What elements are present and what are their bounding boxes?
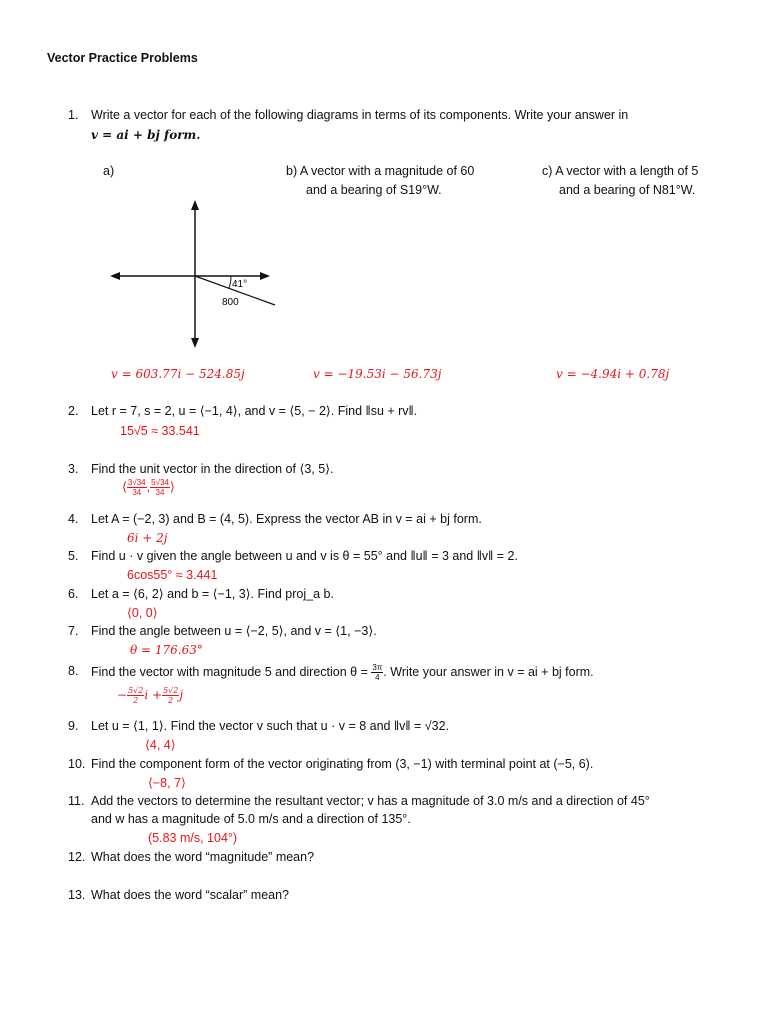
q10-text: Find the component form of the vector originating from (3, −1) with terminal point at (−5, 6). [91,757,594,771]
q3-text: Find the unit vector in the direction of ⟨3, 5⟩. [91,462,334,476]
q1b-line2: and a bearing of S19°W. [306,183,442,197]
q13-text: What does the word “scalar” mean? [91,888,290,902]
q1c-line2: and a bearing of N81°W. [559,183,696,197]
q3-answer: ⟨ $\frac{3√34}{34}$ , $\frac{5√34}{34}$ ⟩ [122,478,175,497]
q5-answer: 6cos55° ≈ 3.441 [127,568,218,582]
q12-text: What does the word “magnitude” mean? [91,850,315,864]
q1c-line1: c) A vector with a length of 5 [542,164,699,178]
q12-number: 12. [68,850,86,864]
angle-arc [229,276,231,288]
q9-text: Let u = ⟨1, 1⟩. Find the vector v such that u · v = 8 and ‖v‖ = √32. [91,719,450,733]
q2-answer: 15√5 ≈ 33.541 [120,424,200,438]
diagram-angle-label: 41° [232,279,248,290]
q9-number: 9. [68,719,79,733]
q11-answer: (5.83 m/s, 104°) [148,831,238,845]
q10-answer: ⟨−8, 7⟩ [148,776,186,790]
q7-text: Find the angle between u = ⟨−2, 5⟩, and v = ⟨1, −3⟩. [91,624,377,638]
q8-answer: − $\frac{5√2}{2}$ i + $\frac{5√2}{2}$ j [117,686,184,705]
y-axis-arrow-up [191,200,199,210]
q4-answer: 6i + 2j [127,531,168,545]
q7-answer: θ = 176.63° [130,643,203,657]
q1-form: v = ai + bj form. [91,128,201,142]
q2-number: 2. [68,404,79,418]
q1c-answer: v = −4.94i + 0.78j [556,367,670,381]
q5-text: Find u · v given the angle between u and v is θ = 55° and ‖u‖ = 3 and ‖v‖ = 2. [91,549,518,563]
y-axis-arrow-down [191,338,199,348]
diagram-magnitude-label: 800 [222,297,239,308]
q1b-answer: v = −19.53i − 56.73j [313,367,442,381]
q4-text: Let A = (−2, 3) and B = (4, 5). Express the vector AB in v = ai + bj form. [91,512,482,526]
q2-text: Let r = 7, s = 2, u = ⟨−1, 4⟩, and v = ⟨5, − 2⟩. Find ‖su + rv‖. [91,404,418,418]
q7-number: 7. [68,624,79,638]
q3-number: 3. [68,462,79,476]
q1a-label: a) [103,164,115,178]
q6-text: Let a = ⟨6, 2⟩ and b = ⟨−1, 3⟩. Find proj_a b. [91,587,334,601]
q4-number: 4. [68,512,79,526]
q9-answer: ⟨4, 4⟩ [145,738,176,752]
q13-number: 13. [68,888,86,902]
q5-number: 5. [68,549,79,563]
x-axis-arrow-right [260,272,270,280]
q11-number: 11. [68,794,85,808]
q1a-vector-diagram [105,195,280,350]
q6-number: 6. [68,587,79,601]
q10-number: 10. [68,757,86,771]
q11-text-line1: Add the vectors to determine the resultant vector; v has a magnitude of 3.0 m/s and a direction of 45° [91,794,650,808]
x-axis-arrow-left [110,272,120,280]
q8-number: 8. [68,664,79,678]
q1-number: 1. [68,108,79,122]
page-title: Vector Practice Problems [47,51,198,65]
q1a-answer: v = 603.77i − 524.85j [111,367,245,381]
q6-answer: ⟨0, 0⟩ [127,606,158,620]
q1b-line1: b) A vector with a magnitude of 60 [286,164,475,178]
q11-text-line2: and w has a magnitude of 5.0 m/s and a direction of 135°. [91,812,411,826]
q8-text: Find the vector with magnitude 5 and direction θ = $\frac{3\pi}{4}$ . Write your answer in v = ai + bj form. [91,663,594,682]
q1-text: Write a vector for each of the following diagrams in terms of its components. Write your answer in [91,108,629,122]
